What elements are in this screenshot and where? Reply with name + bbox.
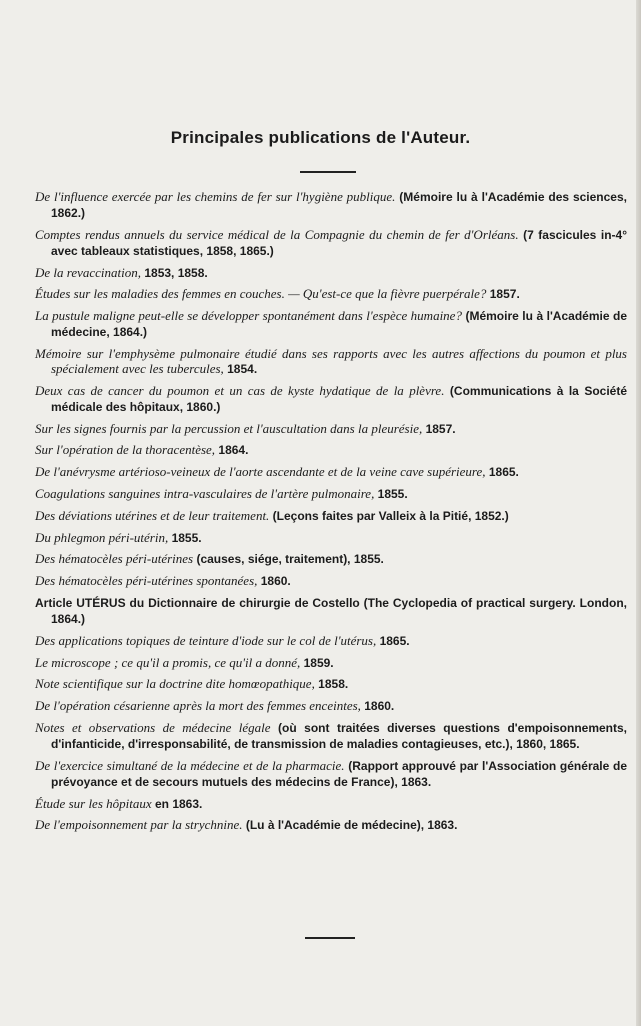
publication-entry: [35, 464, 627, 480]
publication-title: Comptes rendus annuels du service médical de la Compagnie du chemin de fer d'Orléans.: [35, 226, 519, 242]
publication-title: Des hématocèles péri-utérines: [35, 551, 194, 567]
publication-title: Notes et observations de médecine légale: [35, 719, 271, 735]
publication-title: Du phlegmon péri-utérin,: [35, 529, 169, 545]
publication-details: 1853, 1858.: [141, 265, 208, 280]
publication-title: De l'exercice simultané de la médecine et de la pharmacie.: [35, 757, 345, 773]
publication-details: 1857.: [486, 287, 520, 302]
publication-entry: [35, 817, 627, 833]
publication-details: en 1863.: [151, 796, 203, 811]
publication-title: Note scientifique sur la doctrine dite homœopathique,: [35, 676, 315, 692]
publication-details: 1864.: [215, 443, 249, 458]
publication-entry: [35, 189, 627, 221]
publication-title: Des hématocèles péri-utérines spontanées,: [35, 573, 258, 589]
publication-details: 1860.: [360, 699, 395, 714]
publication-entry: [35, 308, 627, 340]
publication-entry: [35, 227, 627, 259]
publication-details: (où sont traitées diverses questions d'empoisonnements, d'infanticide, d'irresponsabilité, de transmission de maladies contagieuses, etc.), 1860, 1865.: [51, 720, 627, 751]
publication-entry: [35, 573, 627, 589]
publication-details: 1858.: [314, 677, 349, 692]
publication-title: Sur l'opération de la thoracentèse,: [35, 442, 216, 458]
publication-title: Mémoire sur l'emphysème pulmonaire étudié dans ses rapports avec les autres affections du poumon et plus spécialement avec les tubercules,: [35, 345, 627, 376]
publication-entry: [35, 676, 627, 692]
publication-entry: [35, 486, 627, 502]
publication-title: De la revaccination,: [35, 264, 142, 280]
page-edge: [636, 0, 641, 1026]
publication-title: Coagulations sanguines intra-vasculaires de l'artère pulmonaire,: [35, 485, 375, 501]
publication-entry: [35, 508, 627, 524]
publication-title: De l'influence exercée par les chemins de fer sur l'hygiène publique.: [35, 189, 396, 204]
publication-title: De l'anévrysme artérioso-veineux de l'aorte ascendante et de la veine cave supérieure,: [35, 464, 486, 480]
publication-details: 1865.: [485, 465, 519, 480]
publication-details: (Rapport approuvé par l'Association générale de prévoyance et de secours mutuels des médecins de France), 1863.: [51, 758, 627, 789]
publication-title: Des applications topiques de teinture d'iode sur le col de l'utérus,: [35, 632, 377, 648]
publication-title: Sur les signes fournis par la percussion et l'auscultation dans la pleurésie,: [35, 420, 423, 436]
publication-details: (Mémoire lu à l'Académie des sciences, 1862.): [51, 190, 627, 220]
publication-entry: [35, 595, 627, 627]
publication-title: La pustule maligne peut-elle se développer spontanément dans l'espèce humaine?: [35, 308, 462, 324]
publication-details: (Mémoire lu à l'Académie de médecine, 1864.): [51, 309, 627, 340]
publication-title: Le microscope ; ce qu'il a promis, ce qu'il a donné,: [35, 654, 301, 670]
publication-entry: [35, 655, 627, 671]
publication-entry: [35, 383, 627, 415]
publication-entry: [35, 551, 627, 567]
publication-details: (7 fascicules in-4° avec tableaux statistiques, 1858, 1865.): [51, 227, 627, 258]
closing-divider: [305, 937, 355, 939]
page-title: Principales publications de l'Auteur.: [170, 128, 471, 147]
publication-title: De l'opération césarienne après la mort des femmes enceintes,: [35, 698, 361, 714]
publication-details: (causes, siége, traitement), 1855.: [193, 552, 384, 567]
publication-title: Études sur les maladies des femmes en couches. — Qu'est-ce que la fièvre puerpérale?: [35, 286, 487, 302]
publication-entry: [35, 530, 627, 546]
publication-details: (Communications à la Société médicale des hôpitaux, 1860.): [51, 383, 628, 414]
publication-details: 1865.: [376, 633, 410, 648]
publication-details: 1859.: [300, 655, 334, 670]
publication-details: (Leçons faites par Valleix à la Pitié, 1852.): [269, 508, 509, 523]
publication-details: 1857.: [422, 421, 456, 436]
publication-entry: [35, 796, 627, 812]
publication-title: Deux cas de cancer du poumon et un cas de kyste hydatique de la plèvre.: [35, 382, 445, 398]
title-divider: [300, 171, 356, 173]
publication-details: Article UTÉRUS du Dictionnaire de chirurgie de Costello (The Cyclopedia of practical surgery. London, 1864.): [35, 595, 627, 626]
publication-list: [35, 189, 627, 839]
publication-title: Étude sur les hôpitaux: [35, 795, 152, 811]
publication-details: 1854.: [223, 361, 258, 376]
publication-entry: [35, 286, 627, 302]
publication-entry: [35, 633, 627, 649]
publication-title: De l'empoisonnement par la strychnine.: [35, 817, 243, 833]
publication-details: (Lu à l'Académie de médecine), 1863.: [242, 818, 458, 833]
publication-details: 1855.: [168, 530, 202, 545]
publication-entry: [35, 346, 627, 377]
publication-entry: [35, 758, 627, 790]
publication-title: Des déviations utérines et de leur traitement.: [35, 507, 270, 523]
publication-entry: [35, 720, 627, 752]
publication-entry: [35, 421, 627, 437]
publication-entry: [35, 698, 627, 714]
publication-entry: [35, 442, 627, 458]
publication-entry: [35, 265, 627, 281]
publication-details: 1860.: [257, 574, 291, 589]
publication-details: 1855.: [374, 486, 408, 501]
